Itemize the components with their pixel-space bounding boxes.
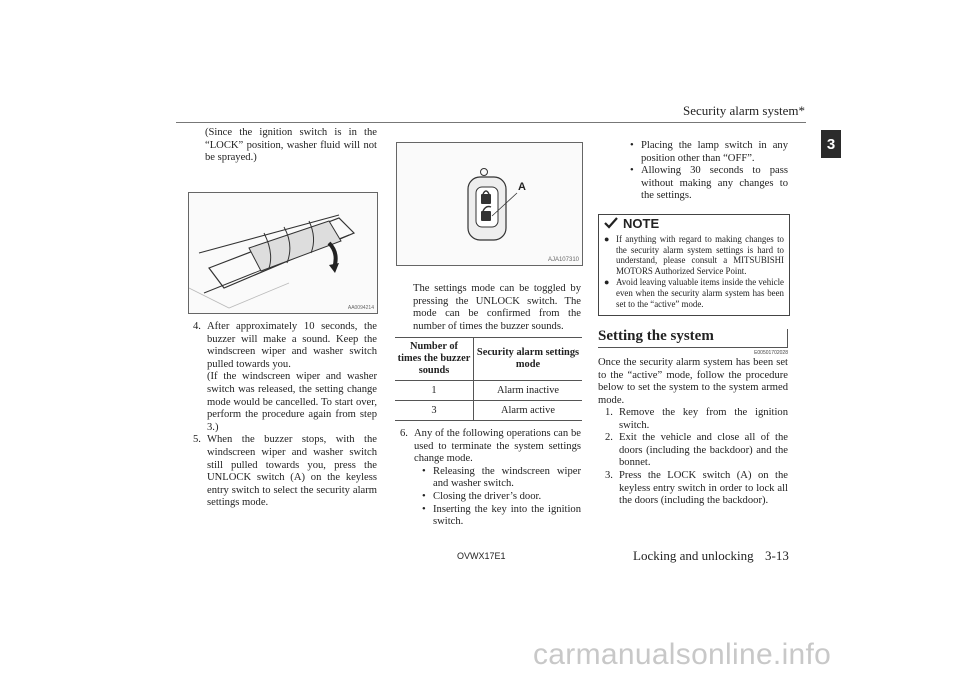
table-row: [395, 401, 582, 421]
footer-section: Locking and unlocking: [633, 548, 754, 563]
bullet-icon: ●: [604, 234, 610, 244]
note-text: If anything with regard to making changes to the security alarm system settings is hard to understand, please consult a MITSUBISHI MOTORS Authorized Service Point.: [616, 234, 784, 276]
intro-text: (Since the ignition switch is in the “LOCK” position, washer fluid will not be sprayed.): [205, 127, 377, 164]
list-item: [605, 470, 788, 508]
table-cell: Alarm active: [474, 401, 583, 421]
table-header-cell: Security alarm settings mode: [474, 338, 583, 381]
step-text: Press the LOCK switch (A) on the keyless entry switch in order to lock all the doors (including the backdoor).: [619, 469, 788, 507]
step-number: 6.: [400, 428, 408, 439]
note-label: NOTE: [623, 215, 660, 231]
step-number: 3.: [605, 469, 613, 481]
step-number: 5.: [193, 434, 201, 446]
list-item: [604, 277, 784, 309]
bullet-text: Closing the driver’s door.: [433, 490, 542, 502]
list-item: • Inserting the key into the ignition switch.: [422, 503, 581, 528]
lock-icon: [481, 194, 491, 204]
step6: [400, 428, 581, 529]
col3-bullets: [630, 140, 788, 203]
list-item: • Closing the driver’s door.: [422, 491, 581, 504]
list-item: [193, 321, 377, 434]
pencil-check-icon: [603, 216, 619, 230]
table-cell: 1: [395, 381, 474, 401]
step-number: 4.: [193, 321, 201, 332]
bullet-text: Allowing 30 seconds to pass without making any changes to the settings.: [641, 165, 788, 202]
list-item: [605, 407, 788, 432]
running-title: Security alarm system*: [682, 103, 805, 118]
table-cell: Alarm inactive: [474, 381, 583, 401]
step-subtext: (If the windscreen wiper and washer switch was released, the setting change mode would be cancelled. To start over, perform the procedure again from step 3.): [207, 371, 377, 433]
note-header: [599, 215, 789, 231]
note-text: Avoid leaving valuable items inside the vehicle even when the security alarm system has been set to the “active” mode.: [616, 277, 784, 309]
section-para: Once the security alarm system has been set to the “active” mode, follow the procedure below to set the system to the system armed mode.: [598, 357, 788, 406]
step-text: Exit the vehicle and close all of the doors (including the backdoor) and the bonnet.: [619, 432, 788, 469]
table-row: [395, 381, 582, 401]
settings-mode-para: The settings mode can be toggled by pressing the UNLOCK switch. The mode can be confirmed from the number of times the buzzer sounds.: [413, 283, 581, 332]
bullet-text: Releasing the windscreen wiper and washer switch.: [433, 465, 581, 490]
figure1-code: AA0094214: [347, 305, 374, 311]
section-title: Setting the system: [598, 328, 788, 348]
buzzer-mode-table: [395, 337, 582, 421]
figure2-code: AJA107310: [547, 257, 579, 263]
note-box: [598, 214, 790, 316]
step-text: When the buzzer stops, with the windscreen wiper and washer switch still pulled towards you, press the UNLOCK switch (A) on the keyless entry switch to select the security alarm settings mode.: [207, 434, 377, 509]
step-text: Any of the following operations can be used to terminate the system settings change mode.: [414, 428, 581, 465]
list-item: • Allowing 30 seconds to pass without making any changes to the settings.: [630, 165, 788, 202]
callout-a: A: [518, 181, 526, 193]
bullet-text: Inserting the key into the ignition switch.: [433, 503, 581, 528]
col3-steps: [605, 407, 788, 508]
list-item: • Releasing the windscreen wiper and washer switch.: [422, 465, 581, 490]
bullet-icon: ●: [604, 277, 610, 288]
list-item: [400, 428, 581, 466]
remote-illustration: [397, 143, 582, 265]
figure-keyless-remote: [396, 142, 583, 266]
bullet-text: Placing the lamp switch in any position other than “OFF”.: [641, 140, 788, 164]
step-number: 1.: [605, 407, 613, 418]
table-header-row: [395, 338, 582, 381]
list-item: [605, 432, 788, 470]
doc-code: OVWX17E1: [457, 551, 506, 561]
list-item: • Placing the lamp switch in any position other than “OFF”.: [630, 140, 788, 164]
section-code: E00501702028: [754, 350, 788, 356]
step-number: 2.: [605, 432, 613, 444]
col1-steps: [193, 321, 377, 510]
table-header-cell: Number of times the buzzer sounds: [395, 338, 474, 381]
step-text: After approximately 10 seconds, the buzzer will make a sound. Keep the windscreen wiper and washer switch pulled towards you.: [207, 321, 377, 370]
step-text: Remove the key from the ignition switch.: [619, 407, 788, 431]
list-item: [604, 234, 784, 276]
table-cell: 3: [395, 401, 474, 421]
chapter-tab[interactable]: 3: [821, 130, 841, 158]
watermark[interactable]: carmanualsonline.info: [533, 638, 832, 671]
note-body: [599, 231, 789, 315]
header-rule: [176, 122, 806, 123]
figure-wiper-switch: [188, 192, 378, 314]
step6-bullets: [400, 466, 581, 529]
page-number: 3-13: [765, 548, 789, 563]
unlock-icon: [481, 211, 491, 221]
wiper-lever-illustration: [189, 193, 377, 313]
list-item: [193, 434, 377, 510]
